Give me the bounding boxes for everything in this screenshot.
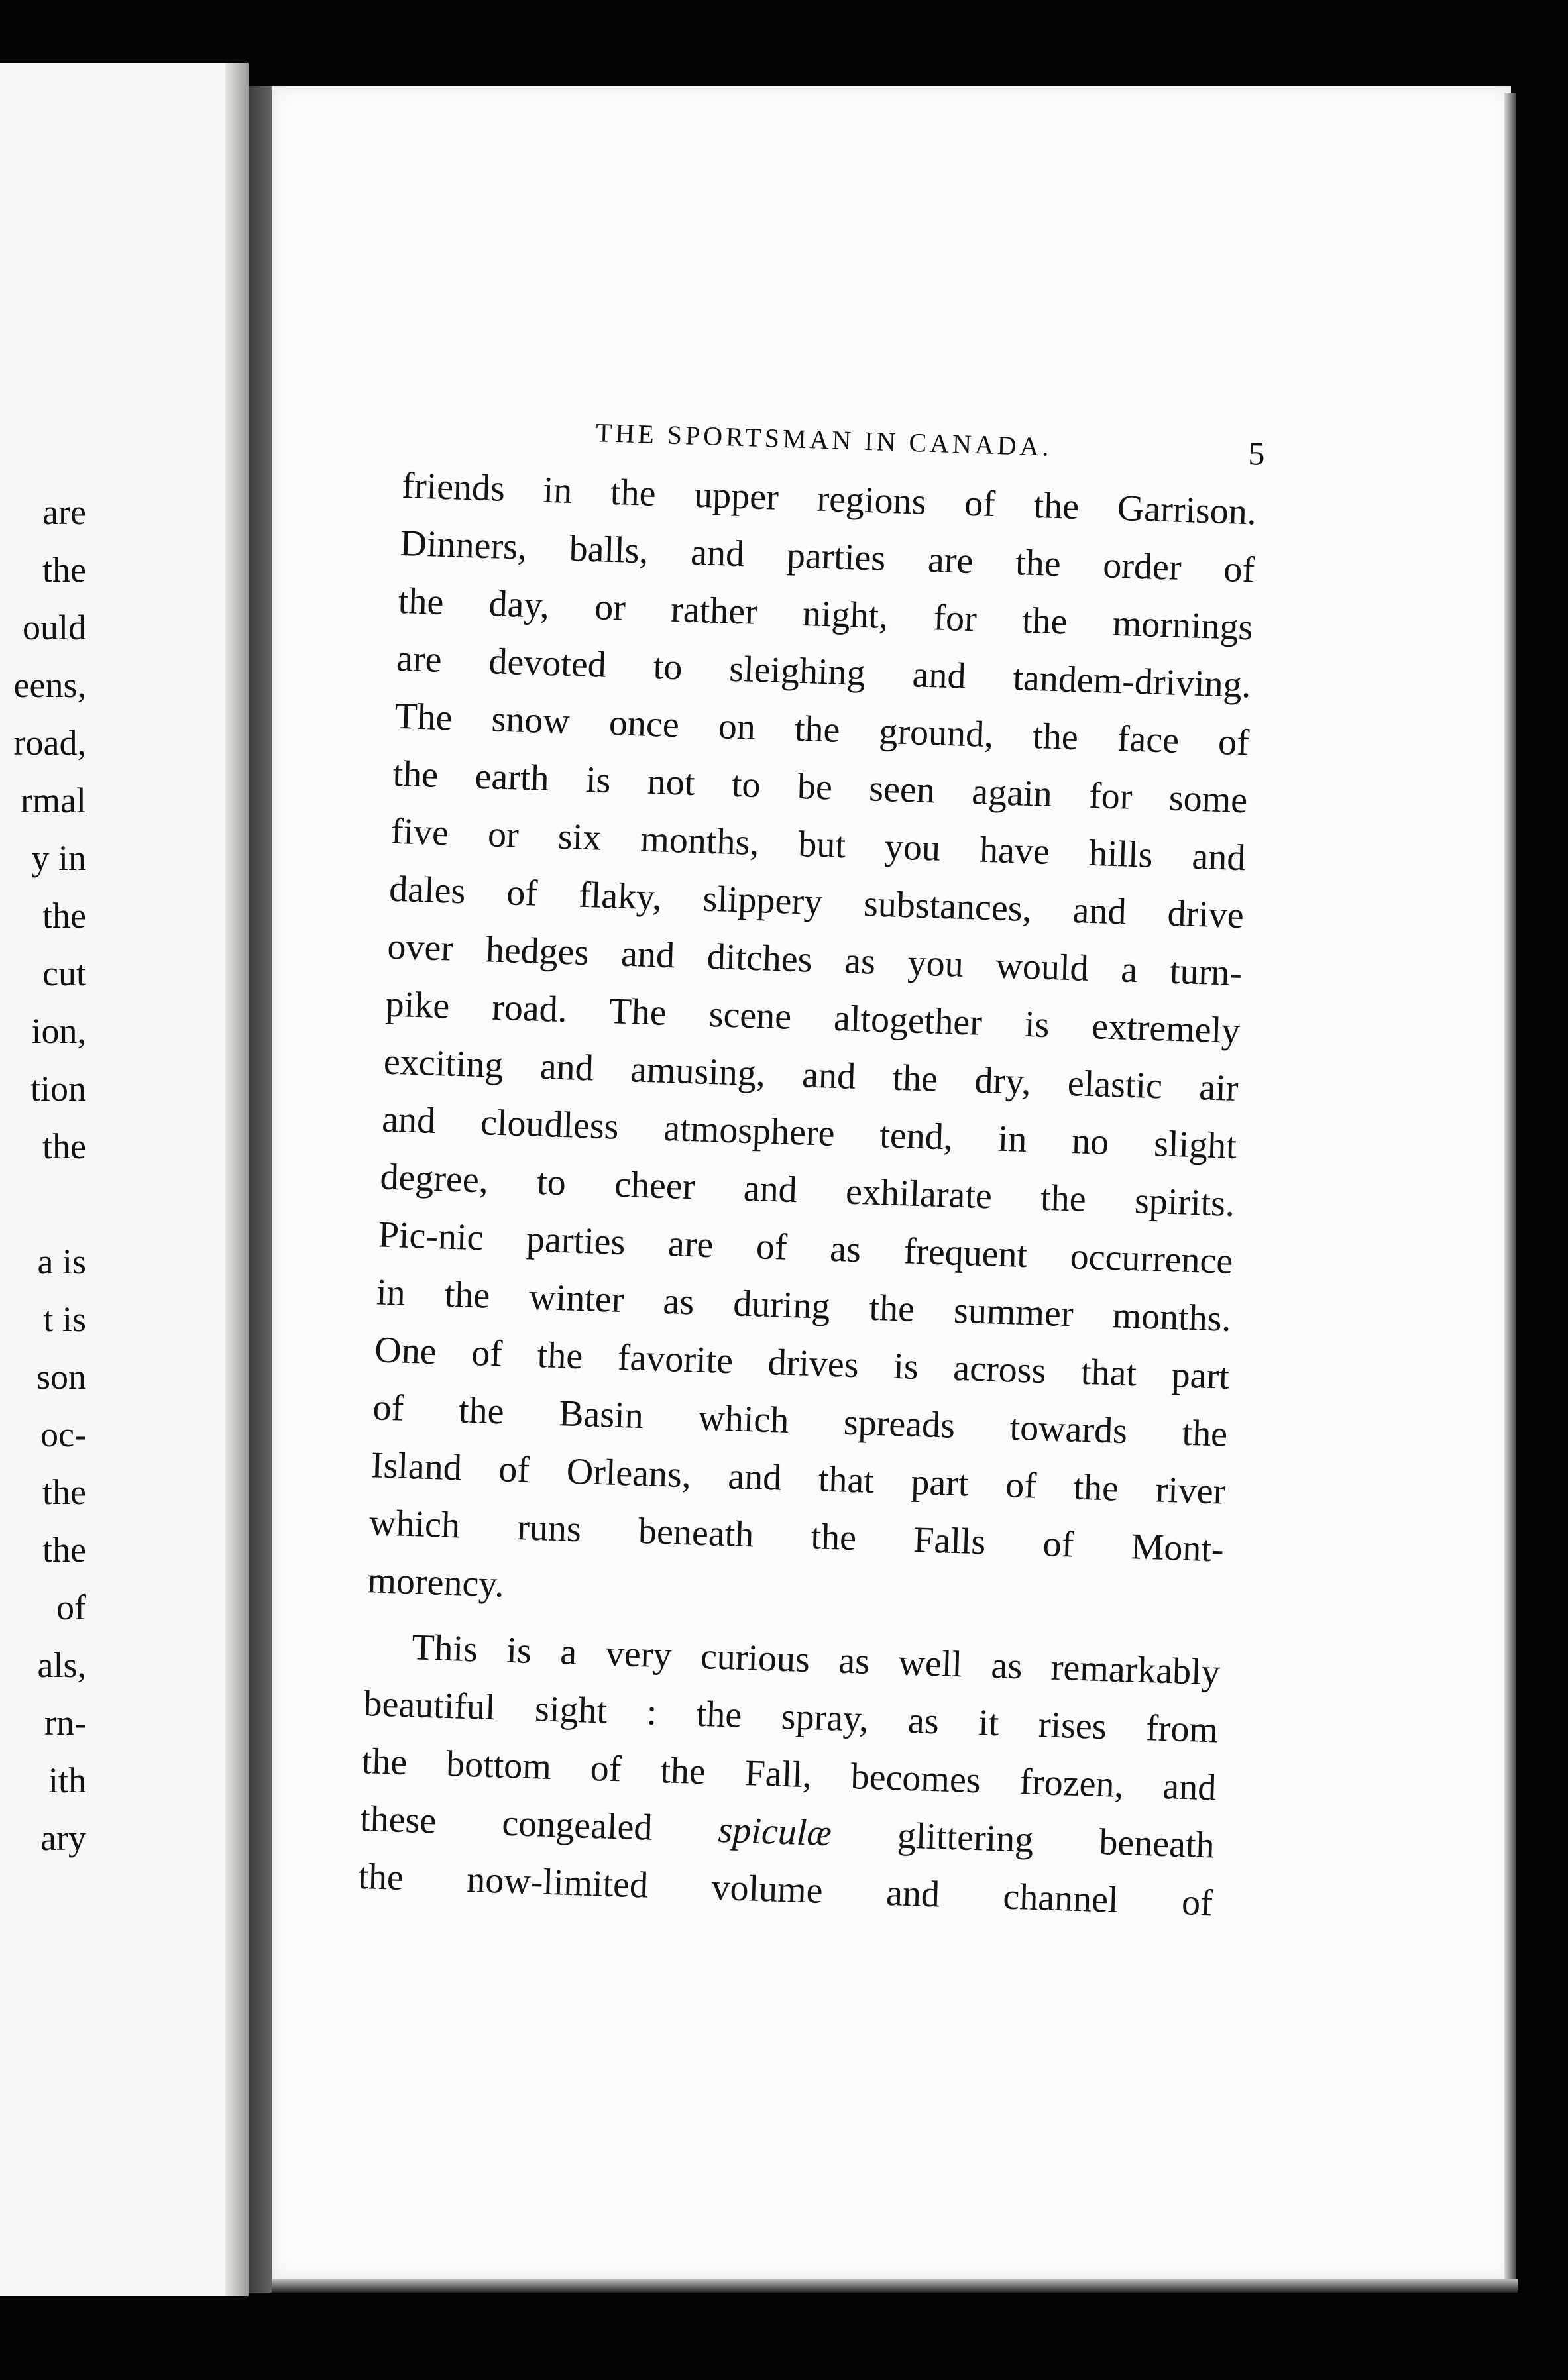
paragraph-1 <box>366 457 1257 1637</box>
left-fragment: oc- <box>40 1415 86 1454</box>
page-bottom-edge <box>272 2279 1518 2293</box>
text-line: pike road. The scene altogether is extremely <box>384 983 1241 1052</box>
text-line: which runs beneath the Falls of Mont- <box>368 1502 1225 1570</box>
text-line: One of the favorite drives is across that part <box>374 1329 1230 1397</box>
left-fragment: als, <box>37 1645 86 1685</box>
text-line: exciting and amusing, and the dry, elastic air <box>383 1041 1239 1110</box>
text-line: friends in the upper regions of the Garrison. <box>401 464 1257 533</box>
text-line: the now-limited volume and channel of <box>357 1855 1213 1924</box>
text-line: the day, or rather night, for the mornings <box>398 580 1254 649</box>
left-page-text-fragments <box>0 484 86 1867</box>
page-number: 5 <box>1247 435 1266 472</box>
text-line: the bottom of the Fall, becomes frozen, and <box>361 1741 1217 1809</box>
left-fragment: a is <box>37 1242 86 1281</box>
text-line: beautiful sight : the spray, as it rises from <box>363 1683 1219 1751</box>
text-run: glittering beneath <box>897 1815 1215 1866</box>
text-line: are devoted to sleighing and tandem-driving. <box>396 637 1252 706</box>
left-page-gutter-shadow <box>225 63 249 2296</box>
left-fragment: son <box>36 1357 86 1397</box>
paragraph-2 <box>357 1617 1221 1932</box>
text-line: of the Basin which spreads towards the <box>372 1387 1229 1455</box>
left-fragment <box>0 1175 86 1233</box>
italic-term: spiculæ <box>717 1809 832 1855</box>
left-fragment: the <box>42 1126 86 1166</box>
left-fragment: cut <box>42 953 86 993</box>
left-fragment: ion, <box>31 1011 86 1051</box>
text-line: and cloudless atmosphere tend, in no slight <box>381 1099 1237 1167</box>
left-fragment: rn- <box>44 1703 86 1743</box>
text-line: in the winter as during the summer months. <box>376 1271 1232 1340</box>
right-page-edge <box>1504 93 1516 2279</box>
text-line: morency. <box>366 1560 505 1605</box>
text-line: dales of flaky, slippery substances, and drive <box>388 868 1245 937</box>
text-line: This is a very curious as well as remarkably <box>411 1627 1221 1694</box>
text-line: The snow once on the ground, the face of <box>394 695 1250 764</box>
text-line: over hedges and ditches as you would a turn- <box>386 926 1243 995</box>
left-fragment: t is <box>43 1299 86 1339</box>
text-line: Island of Orleans, and that part of the river <box>370 1444 1227 1513</box>
text-line: Dinners, balls, and parties are the order of <box>399 522 1256 591</box>
left-fragment: eens, <box>13 665 86 705</box>
left-fragment: the <box>42 896 86 936</box>
left-fragment: ith <box>48 1760 86 1800</box>
text-line: the earth is not to be seen again for some <box>392 753 1249 822</box>
left-fragment: road, <box>13 723 86 763</box>
left-fragment: ould <box>22 608 86 647</box>
left-fragment: of <box>56 1588 86 1627</box>
right-page-content <box>357 411 1266 1932</box>
left-fragment: ary <box>40 1818 86 1858</box>
left-fragment: rmal <box>21 781 86 820</box>
left-fragment: the <box>42 1530 86 1570</box>
running-head-title: THE SPORTSMAN IN CANADA. <box>595 417 1053 462</box>
left-fragment: are <box>42 492 86 532</box>
text-line: degree, to cheer and exhilarate the spirits. <box>379 1156 1235 1224</box>
left-fragment: y in <box>31 838 86 878</box>
left-fragment: the <box>42 550 86 590</box>
text-run: these congealed <box>359 1798 653 1849</box>
text-line: Pic-nic parties are of as frequent occurrence <box>377 1214 1234 1282</box>
left-fragment: tion <box>30 1069 86 1109</box>
text-line: five or six months, but you have hills and <box>390 810 1247 879</box>
left-fragment: the <box>42 1472 86 1512</box>
